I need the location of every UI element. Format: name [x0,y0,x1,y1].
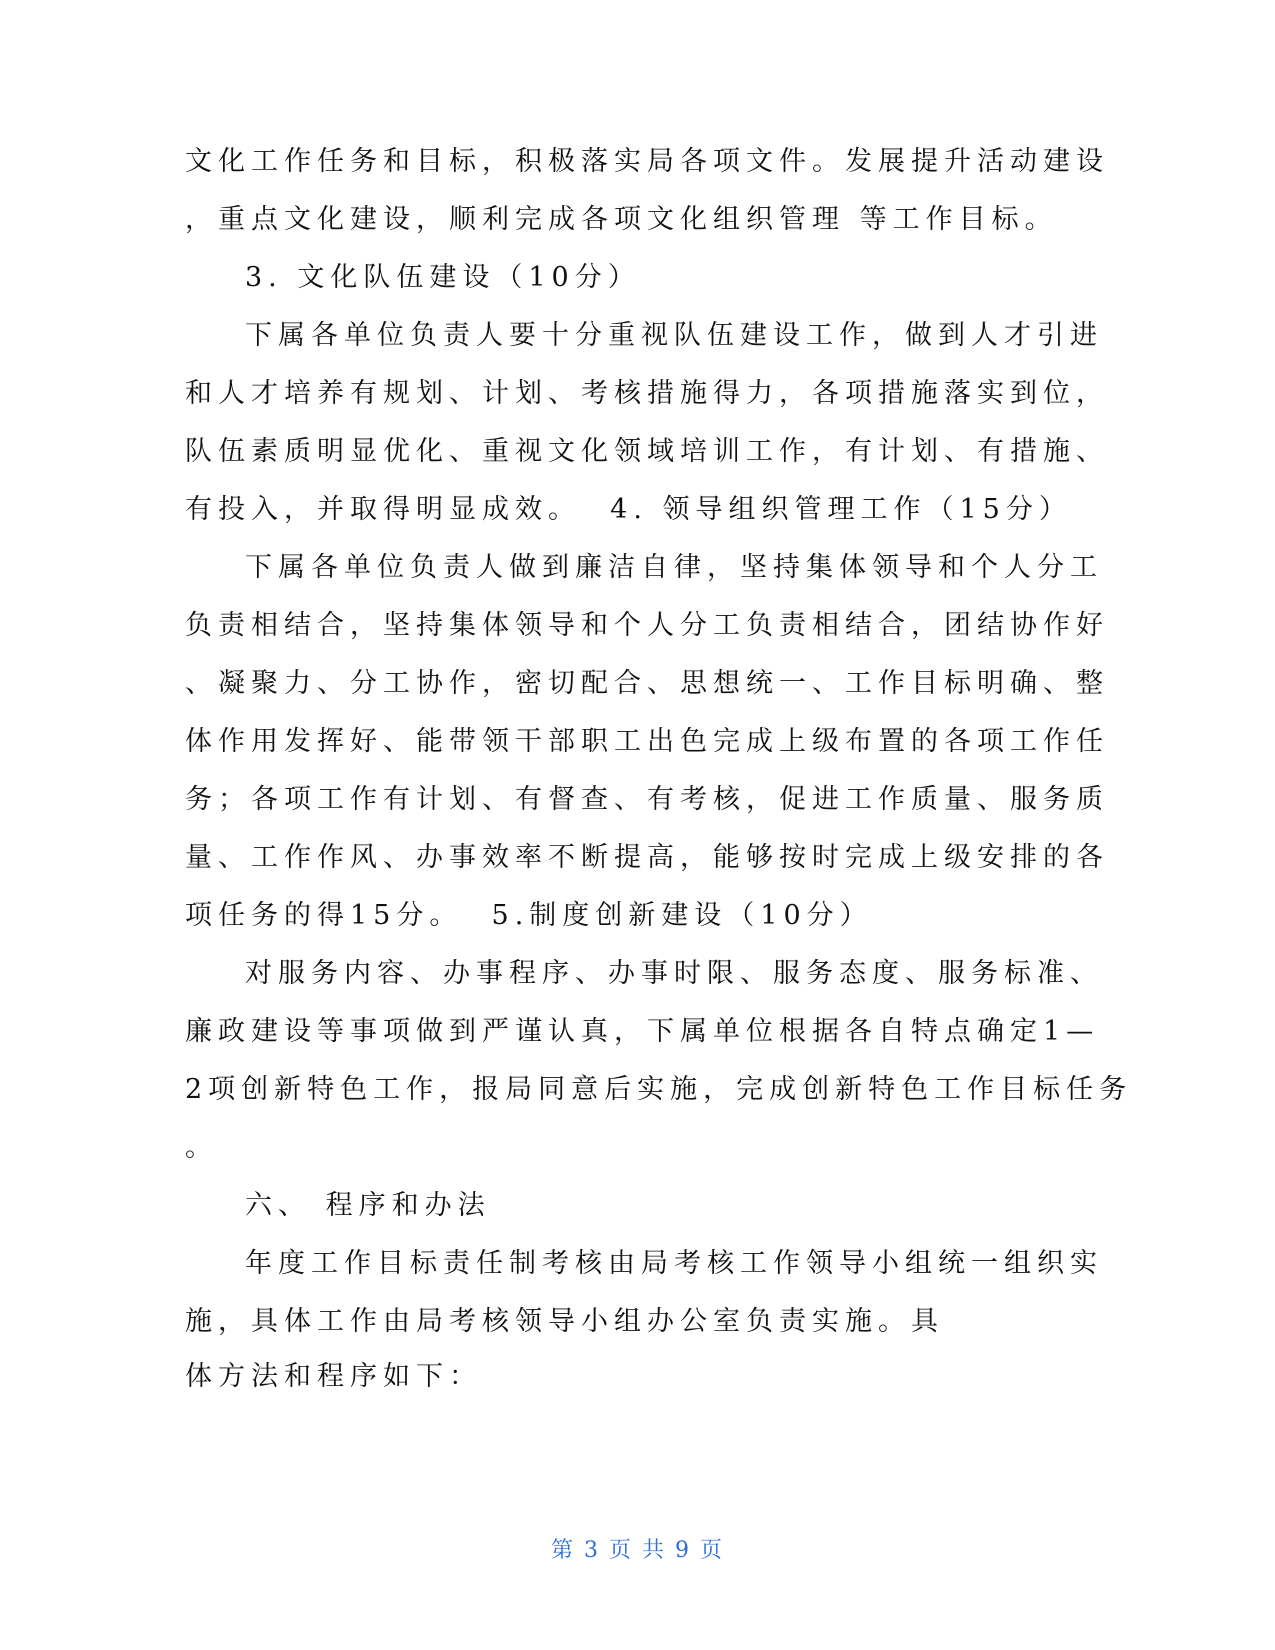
text-line: 廉政建设等事项做到严谨认真，下属单位根据各自特点确定1— [185,1016,1100,1047]
text-line: 和人才培养有规划、计划、考核措施得力，各项措施落实到位， [185,378,1109,409]
text-line: 务；各项工作有计划、有督查、有考核，促进工作质量、服务质 [185,784,1109,815]
text-line: 施，具体工作由局考核领导小组办公室负责实施。具 [185,1306,944,1337]
text-line: 下属各单位负责人要十分重视队伍建设工作，做到人才引进 [245,320,1103,351]
text-line: 年度工作目标责任制考核由局考核工作领导小组统一组织实 [245,1248,1103,1279]
text-line: 2项创新特色工作，报局同意后实施，完成创新特色工作目标任务 [185,1074,1133,1105]
text-line: 体作用发挥好、能带领干部职工出色完成上级布置的各项工作任 [185,726,1109,757]
text-line: 。 [185,1132,218,1163]
section-heading: 3. 文化队伍建设（10分） [245,262,641,293]
text-line: 负责相结合，坚持集体领导和个人分工负责相结合，团结协作好 [185,610,1109,641]
text-line: 队伍素质明显优化、重视文化领域培训工作，有计划、有措施、 [185,436,1109,467]
text-line: 、凝聚力、分工协作，密切配合、思想统一、工作目标明确、整 [185,668,1109,699]
text-line: ，重点文化建设，顺利完成各项文化组织管理 等工作目标。 [185,204,1058,235]
text-line: 体方法和程序如下： [185,1361,482,1392]
text-line: 下属各单位负责人做到廉洁自律，坚持集体领导和个人分工 [245,552,1103,583]
text-line: 对服务内容、办事程序、办事时限、服务态度、服务标准、 [245,958,1103,989]
section-heading: 六、 程序和办法 [245,1190,491,1221]
text-line: 文化工作任务和目标，积极落实局各项文件。发展提升活动建设 [185,146,1109,177]
text-line: 量、工作作风、办事效率不断提高，能够按时完成上级安排的各 [185,842,1109,873]
text-line: 有投入，并取得明显成效。 4. 领导组织管理工作（15分） [185,494,1072,525]
text-line: 项任务的得15分。 5.制度创新建设（10分） [185,900,873,931]
page-number-footer: 第 3 页 共 9 页 [551,1538,724,1563]
